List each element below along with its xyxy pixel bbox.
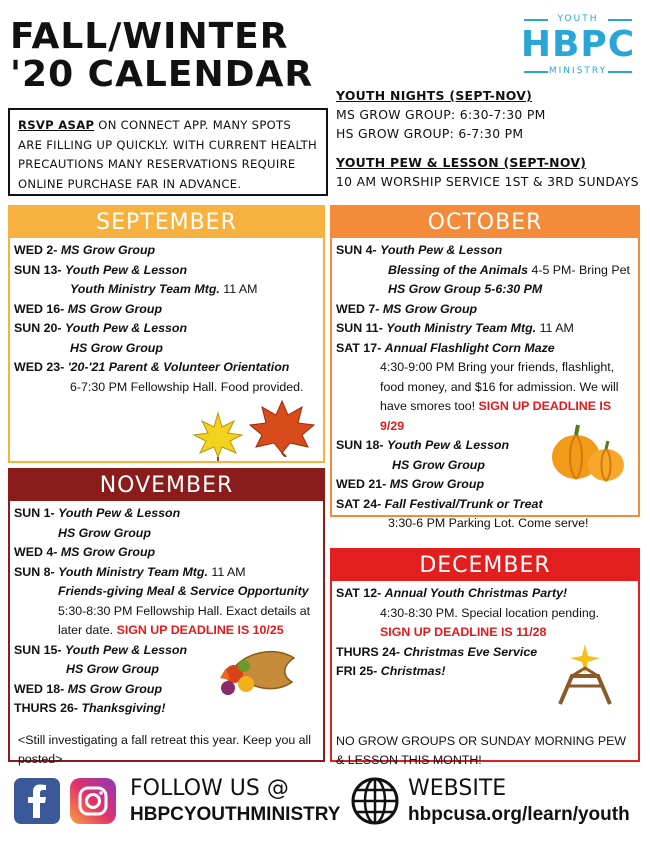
list-item: FRI 25- Christmas! bbox=[336, 664, 446, 678]
list-item: WED 21- MS Grow Group bbox=[336, 477, 485, 491]
september-box bbox=[8, 205, 325, 463]
red-maple-leaf-icon bbox=[246, 397, 318, 457]
logo-main-text: HBPC bbox=[520, 24, 636, 65]
list-item: 3:30-6 PM Parking Lot. Come serve! bbox=[388, 516, 589, 530]
list-item: SAT 17- Annual Flashlight Corn Maze bbox=[336, 340, 555, 355]
hs-grow-time: HS GROW GROUP: 6-7:30 PM bbox=[336, 126, 524, 141]
list-item: HS Grow Group bbox=[66, 662, 159, 676]
instagram-icon[interactable] bbox=[70, 778, 116, 824]
list-item: SUN 11- Youth Ministry Team Mtg. 11 AM bbox=[336, 321, 574, 335]
hbpc-youth-logo bbox=[518, 14, 638, 78]
manger-star-icon bbox=[552, 642, 618, 708]
list-item: SUN 4- Youth Pew & Lesson bbox=[336, 243, 503, 257]
youth-pew-time: 10 AM WORSHIP SERVICE 1ST & 3RD SUNDAYS bbox=[336, 174, 639, 189]
november-box bbox=[8, 468, 325, 766]
page-title bbox=[10, 18, 330, 94]
list-item: Youth Ministry Team Mtg. 11 AM bbox=[70, 282, 258, 296]
cornucopia-icon bbox=[216, 638, 298, 702]
november-heading: NOVEMBER bbox=[10, 470, 323, 501]
footer bbox=[0, 770, 650, 830]
youth-nights-heading: YOUTH NIGHTS (SEPT-NOV) bbox=[336, 88, 533, 103]
list-item: THURS 24- Christmas Eve Service bbox=[336, 644, 538, 659]
list-item: Blessing of the Animals 4-5 PM- Bring Pet bbox=[388, 262, 630, 277]
facebook-icon[interactable] bbox=[14, 778, 60, 824]
list-item: HS Grow Group 5-6:30 PM bbox=[388, 282, 543, 296]
list-item: 4:30-8:30 PM. Special location pending. bbox=[380, 605, 600, 620]
list-item: SUN 8- Youth Ministry Team Mtg. 11 AM bbox=[14, 564, 246, 579]
list-item: 4:30-9:00 PM Bring your friends, flashlight, food money, and $16 for admission. We will have smores too! SIGN UP DEADLINE IS 9/29 bbox=[380, 360, 619, 433]
list-item: 6-7:30 PM Fellowship Hall. Food provided. bbox=[70, 379, 304, 394]
september-heading: SEPTEMBER bbox=[10, 207, 323, 238]
website-label: WEBSITE bbox=[408, 776, 507, 801]
list-item: SUN 18- Youth Pew & Lesson bbox=[336, 438, 510, 452]
list-item: SUN 13- Youth Pew & Lesson bbox=[14, 262, 188, 277]
list-item: HS Grow Group bbox=[392, 457, 485, 472]
website-link[interactable]: hbpcusa.org/learn/youth bbox=[408, 804, 630, 825]
rsvp-text: ON CONNECT APP. MANY SPOTS ARE FILLING UP QUICKLY. WITH CURRENT HEALTH PRECAUTIONS MANY RESERVATIONS REQUIRE ONLINE PURCHASE FAR IN ADVANCE. bbox=[18, 118, 318, 191]
title-line-1: FALL/WINTER bbox=[10, 16, 289, 57]
fall-retreat-note: <Still investigating a fall retreat this year. Keep you all posted> bbox=[18, 732, 312, 766]
logo-top-text: YOUTH bbox=[557, 14, 599, 24]
ms-grow-time: MS GROW GROUP: 6:30-7:30 PM bbox=[336, 107, 546, 122]
list-item: WED 16- MS Grow Group bbox=[14, 301, 163, 316]
list-item: WED 18- MS Grow Group bbox=[14, 681, 163, 696]
list-item: HS Grow Group bbox=[58, 525, 151, 540]
list-item: WED 23- '20-'21 Parent & Volunteer Orientation bbox=[14, 360, 290, 374]
yellow-leaf-icon bbox=[188, 409, 248, 461]
list-item: WED 2- MS Grow Group bbox=[14, 243, 156, 257]
list-item: WED 7- MS Grow Group bbox=[336, 301, 478, 316]
logo-bottom-text: MINISTRY bbox=[548, 66, 608, 76]
list-item: Friends-giving Meal & Service Opportunity bbox=[58, 584, 309, 598]
list-item: SAT 24- Fall Festival/Trunk or Treat bbox=[336, 496, 543, 511]
rsvp-notice bbox=[8, 108, 328, 196]
list-item: SUN 1- Youth Pew & Lesson bbox=[14, 506, 181, 520]
december-note: NO GROW GROUPS OR SUNDAY MORNING PEW & LESSON THIS MONTH! bbox=[336, 733, 627, 767]
list-item: SUN 15- Youth Pew & Lesson bbox=[14, 642, 188, 657]
title-line-2: '20 CALENDAR bbox=[10, 54, 314, 95]
list-item: SAT 12- Annual Youth Christmas Party! bbox=[336, 586, 568, 600]
rsvp-lead: RSVP ASAP bbox=[18, 118, 95, 132]
pumpkins-icon bbox=[550, 419, 626, 483]
list-item: 5:30-8:30 PM Fellowship Hall. Exact details at later date. SIGN UP DEADLINE IS 10/25 bbox=[58, 603, 311, 637]
follow-us-label: FOLLOW US @ bbox=[130, 776, 289, 801]
december-heading: DECEMBER bbox=[332, 550, 638, 581]
list-item: HS Grow Group bbox=[70, 340, 163, 355]
globe-icon bbox=[350, 776, 400, 826]
social-handle[interactable]: HBPCYOUTHMINISTRY bbox=[130, 804, 341, 825]
december-box bbox=[330, 548, 640, 767]
list-item: SIGN UP DEADLINE IS 11/28 bbox=[380, 625, 547, 639]
list-item: SUN 20- Youth Pew & Lesson bbox=[14, 321, 188, 335]
october-heading: OCTOBER bbox=[332, 207, 638, 238]
list-item: WED 4- MS Grow Group bbox=[14, 545, 156, 559]
youth-pew-heading: YOUTH PEW & LESSON (SEPT-NOV) bbox=[336, 155, 587, 170]
list-item: THURS 26- Thanksgiving! bbox=[14, 701, 166, 715]
october-box bbox=[330, 205, 640, 530]
youth-schedule-info bbox=[336, 86, 646, 191]
